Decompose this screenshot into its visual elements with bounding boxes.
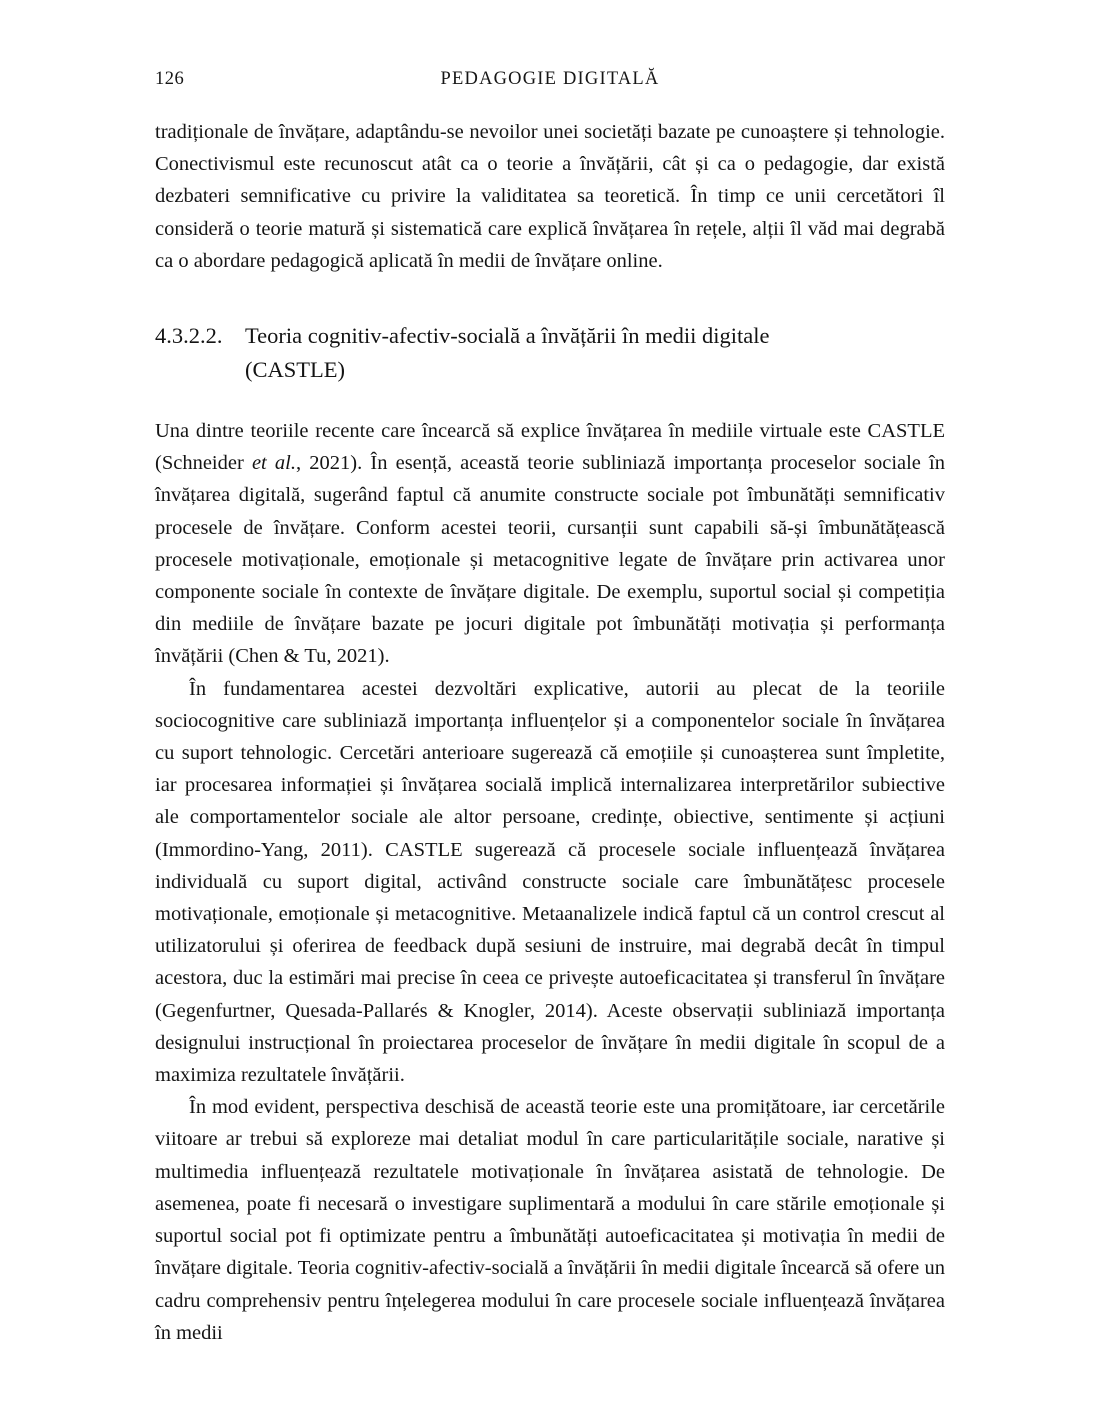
section-heading-line2: (CASTLE)	[245, 357, 345, 383]
paragraph-castle-intro-post: , 2021). În esență, această teorie subliniază importanța proceselor sociale în învățarea digitală, sugerând faptul că anumite constructe sociale pot îmbunătăți semnificativ procesele de învățare. Conform acestei teorii, cursanții sunt capabili să-și îmbunătățească procesele motivaționale, emoționale și metacognitive legate de învățare prin activarea unor componente sociale în contexte de învățare digitale. De exemplu, suportul social și competiția din mediile de învățare bazate pe jocuri digitale pot îmbunătăți motivația și performanța învățării (Chen & Tu, 2021).	[155, 452, 946, 668]
section-heading-line1: Teoria cognitiv-afectiv-socială a învățării în medii digitale	[245, 323, 770, 349]
paragraph-future-research: În mod evident, perspectiva deschisă de această teorie este una promițătoare, iar cercetările viitoare ar trebui să exploreze mai detaliat modul în care particularitățile sociale, narative și multimedia influențează rezultatele motivaționale în învățarea asistată de tehnologie. De asemenea, poate fi necesară o investigare suplimentară a modului în care stările emoționale și suportul social pot fi optimizate pentru a îmbunătăți autoeficacitatea și motivația în medii de învățare digitale. Teoria cognitiv-afectiv-socială a învățării în medii digitale încearcă să ofere un cadru comprehensiv pentru înțelegerea modului în care procesele sociale influențează învățarea în medii	[155, 1096, 945, 1344]
page-body	[155, 116, 945, 1349]
paragraph-castle-intro	[155, 415, 945, 673]
section-heading	[155, 319, 945, 387]
section-heading-number: 4.3.2.2.	[155, 323, 223, 349]
paragraph-sociocognitive-foundations: În fundamentarea acestei dezvoltări explicative, autorii au plecat de la teoriile sociocognitive care subliniază importanța influențelor și a componentelor sociale în învățarea cu suport tehnologic. Cercetări anterioare sugerează că emoțiile și cunoașterea sunt împletite, iar procesarea informației și învățarea socială implică internalizarea interpretărilor subiective ale comportamentelor sociale ale altor persoane, credințe, obiective, sentimente și acțiuni (Immordino-Yang, 2011). CASTLE sugerează că procesele sociale influențează învățarea individuală cu suport digital, activând constructe sociale care îmbunătățesc procesele motivaționale, emoționale și metacognitive. Metaanalizele indică faptul că un control crescut al utilizatorului și oferirea de feedback după sesiuni de instruire, mai degrabă decât în timpul acestora, duc la estimări mai precise în ceea ce privește autoeficacitatea și transferul în învățare (Gegenfurtner, Quesada-Pallarés & Knogler, 2014). Aceste observații subliniază importanța designului instrucțional în proiectarea proceselor de învățare în medii digitale în scopul de a maximiza rezultatele învățării.	[155, 677, 945, 1087]
page-number: 126	[155, 69, 185, 89]
running-title: PEDAGOGIE DIGITALĂ	[440, 69, 660, 89]
section-heading-text	[245, 319, 769, 387]
et-al-italic: et al.	[251, 452, 296, 475]
paragraph-connectivism-continuation: tradiționale de învățare, adaptându-se nevoilor unei societăți bazate pe cunoaștere și tehnologie. Conectivismul este recunoscut atât ca o teorie a învățării, cât și ca o pedagogie, dar există dezbateri semnificative cu privire la validitatea sa teoretică. În timp ce unii cercetători îl consideră o teorie matură și sistematică care explică învățarea în rețele, alții îl văd mai degrabă ca o abordare pedagogică aplicată în medii de învățare online.	[155, 121, 945, 272]
page-header	[155, 68, 945, 90]
paragraph-castle-intro-pre: Una dintre teoriile recente care încearcă să explice învățarea în mediile virtuale este CASTLE (Schneider	[155, 420, 945, 475]
